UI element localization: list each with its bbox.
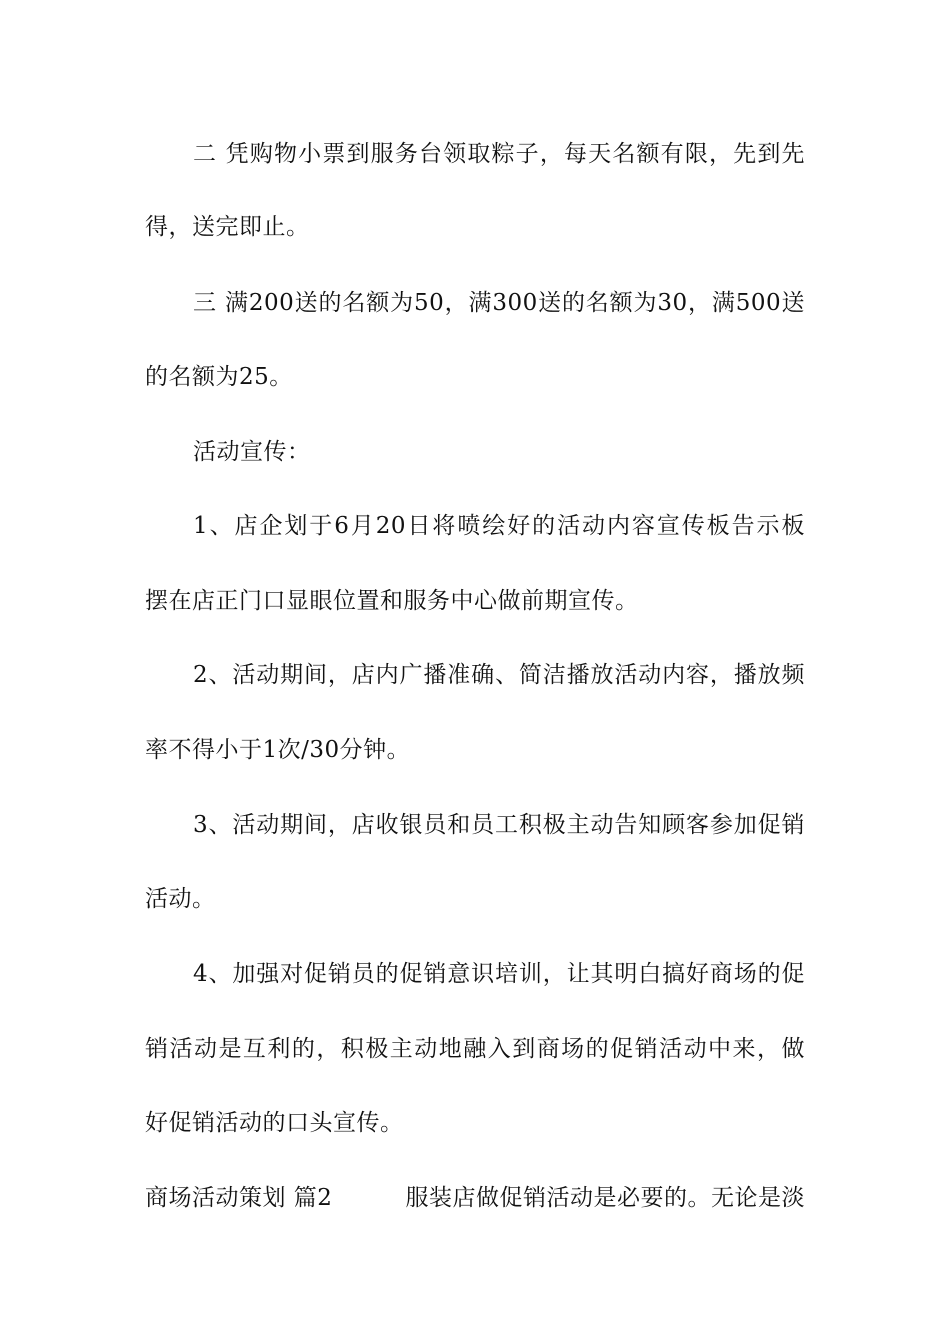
paragraph-line: 二 凭购物小票到服务台领取粽子，每天名额有限，先到先 bbox=[193, 141, 805, 167]
paragraph-line: 三 满200送的名额为50，满300送的名额为30，满500送 bbox=[193, 290, 805, 316]
paragraph-line: 率不得小于1次/30分钟。 bbox=[145, 737, 411, 763]
paragraph-line: 摆在店正门口显眼位置和服务中心做前期宣传。 bbox=[145, 588, 639, 614]
paragraph-line: 活动。 bbox=[145, 886, 216, 912]
paragraph-line: 1、店企划于6月20日将喷绘好的活动内容宣传板告示板 bbox=[193, 513, 805, 539]
paragraph-line: 2、活动期间，店内广播准确、简洁播放活动内容，播放频 bbox=[193, 662, 805, 688]
section-heading: 商场活动策划 篇2 bbox=[145, 1185, 333, 1211]
section-heading-line bbox=[145, 1182, 805, 1214]
paragraph-line: 3、活动期间，店收银员和员工积极主动告知顾客参加促销 bbox=[193, 812, 805, 838]
section-label: 活动宣传： bbox=[193, 439, 311, 465]
paragraph-line: 好促销活动的口头宣传。 bbox=[145, 1110, 404, 1136]
section-text: 服装店做促销活动是必要的。无论是淡 bbox=[405, 1185, 805, 1211]
paragraph-line: 销活动是互利的，积极主动地融入到商场的促销活动中来，做 bbox=[145, 1036, 805, 1062]
paragraph-line: 4、加强对促销员的促销意识培训，让其明白搞好商场的促 bbox=[193, 961, 805, 987]
paragraph-line: 得，送完即止。 bbox=[145, 214, 310, 240]
paragraph-line: 的名额为25。 bbox=[145, 364, 293, 390]
